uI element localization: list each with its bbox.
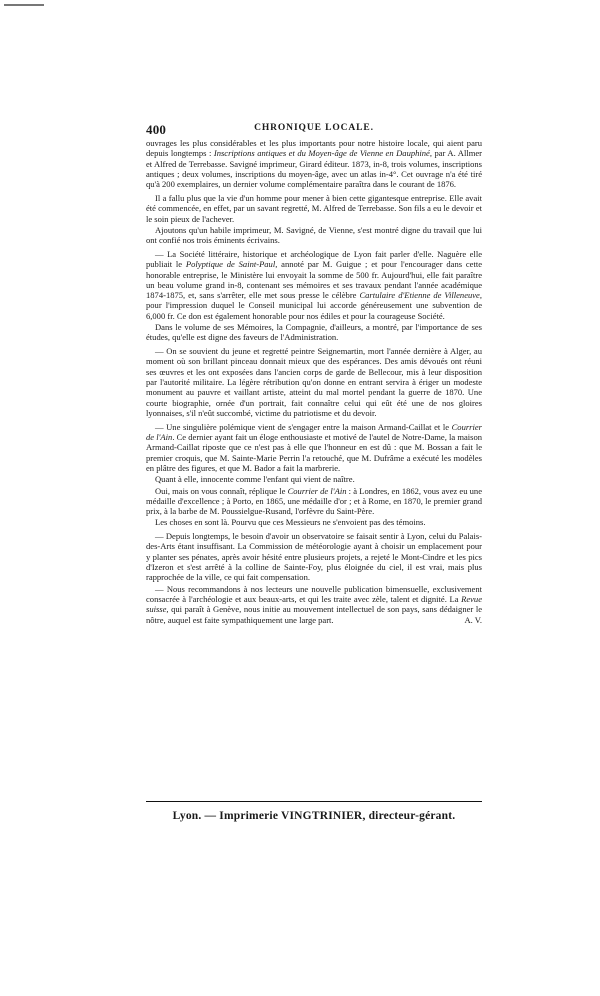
page-header — [146, 122, 482, 136]
paragraph — [146, 138, 482, 189]
paragraph — [146, 422, 482, 473]
page-number: 400 — [146, 122, 167, 137]
paragraph — [146, 249, 482, 321]
text-run: Quant à elle, innocente comme l'enfant qui vient de naître. — [155, 474, 355, 485]
signature: A. V. — [464, 614, 482, 625]
italic-title: Polyptique de Saint-Paul — [185, 259, 276, 270]
printer-imprint: Lyon. — Imprimerie VINGTRINIER, directeur-gérant. — [172, 810, 456, 822]
italic-title: Cartulaire d'Etienne de Villeneuve — [359, 290, 480, 301]
text-run: ouvrages les plus considérables et les plus importants pour notre histoire locale, qui aient paru depuis longtemps : — [146, 138, 482, 159]
paragraph — [146, 346, 482, 418]
text-run: — La Société littéraire, historique et archéologique de Lyon fait parler d'elle. Naguère elle publiait le — [146, 248, 482, 270]
paragraph — [146, 474, 482, 484]
text-run: Dans le volume de ses Mémoires, la Compagnie, d'ailleurs, a montré, par l'importance de ses études, qu'elle est digne des faveurs de l'Administration. — [146, 322, 482, 343]
paragraph — [146, 225, 482, 246]
paragraph — [146, 517, 482, 527]
scan-corner-mark — [4, 4, 44, 6]
paragraph — [146, 584, 482, 625]
text-run: — Depuis longtemps, le besoin d'avoir un observatoire se faisait sentir à Lyon, celui du Palais-des-Arts étant insuffisant. La Commission de météorologie ayant à choisir un emplacement pour y planter ses pénates, après avoir hésité entre plusieurs projets, a rejeté le Mont-Cindre et les pics d'Izeron et s'est arrêté à la colline de Sainte-Foy, plus éloignée du ciel, il est vrai, mais plus rapprochée de la ville, ce qui fait compensation. — [146, 531, 482, 583]
article-body — [146, 138, 482, 625]
text-run: Ajoutons qu'un habile imprimeur, M. Savigné, de Vienne, s'est montré digne du travail que lui ont confié nos trois éminents écrivains. — [146, 224, 482, 246]
paragraph — [146, 193, 482, 224]
paragraph — [146, 531, 482, 582]
paragraph — [146, 486, 482, 517]
text-run: , annoté par M. Guigue ; et pour l'encourager dans cette honorable entreprise, le Ministère lui envoyait la somme de 500 fr. Aujourd'hui, elle fait paraître un beau volume grand in-8, contenant ses mémoires et ses travaux pendant l'année académique 1874-1875, et, sans s'arrêter, elle met sous presse le célèbre — [146, 259, 482, 301]
text-run: — Une singulière polémique vient de s'engager entre la maison Armand-Caillat et le — [155, 421, 452, 432]
text-run: — Nous recommandons à nos lecteurs une nouvelle publication bimensuelle, exclusivement consacrée à l'archéologie et aux beaux-arts, et qui les traite avec zèle, talent et dignité. La — [146, 583, 482, 604]
italic-title: Courrier de l'Ain — [287, 485, 347, 496]
footer-rule — [146, 801, 482, 802]
text-run: : à Londres, en 1862, vous avez eu une médaille d'excellence ; à Porto, en 1865, une médaille d'or ; et à Rome, en 1870, le premier grand prix, à la barbe de M. Poussielgue-Rusand, l'orfèvre du Saint-Père. — [146, 485, 483, 517]
italic-title: Revue suisse — [146, 593, 482, 615]
text-run: Les choses en sont là. Pourvu que ces Messieurs ne s'envoient pas des témoins. — [155, 517, 426, 528]
running-title: CHRONIQUE LOCALE. — [254, 123, 374, 133]
italic-title: Inscriptions antiques et du Moyen-âge de Vienne en Dauphiné — [213, 148, 430, 159]
text-run: , qui paraît à Genève, nous initie au mouvement intellectuel de son pays, sans dédaigner le nôtre, auquel est faite sympathiquement une large part. — [146, 604, 482, 625]
paragraph — [146, 322, 482, 343]
text-run: , par A. Allmer et Alfred de Terrebasse. Savigné imprimeur, Girard éditeur. 1873, in-8, trois volumes, inscriptions antiques ; deux volumes, inscriptions du moyen-âge, avec un atlas in-4°. Cet ouvrage n'a été tiré qu'à 200 exemplaires, un dernier volume complémentaire paraîtra dans le courant de 1876. — [146, 148, 482, 190]
italic-title: Courrier de l'Ain — [146, 421, 482, 443]
text-run: Il a fallu plus que la vie d'un homme pour mener à bien cette gigantesque entreprise. Elle avait été commencée, en effet, par un savant regretté, M. Alfred de Terrebasse. Son fils a eu le devoir et le soin pieux de l'achever. — [146, 192, 482, 224]
text-run: — On se souvient du jeune et regretté peintre Seignemartin, mort l'année dernière à Alger, au moment où son brillant pinceau donnait mieux que des espérances. Des amis dévoués ont réuni ses œuvres et les ont exposées dans l'ancien corps de garde de Bellecour, mis à leur disposition par l'autorité militaire. La légère rétribution qu'on donne en entrant servira à ériger un modeste monument au pauvre et vaillant artiste, atteint du mal mortel pendant la guerre de 1870. Une courte biographie, ornée d'un portrait, fait connaître celui qui eût été une de nos gloires lyonnaises, s'il n'eût succombé, victime du patriotisme et du devoir. — [146, 346, 482, 418]
text-run: , pour l'impression duquel le Conseil municipal lui accorde généreusement une subvention de 6,000 fr. Ce don est également honorable pour nos édiles et pour la courageuse Société. — [146, 290, 482, 321]
text-run: . Ce dernier ayant fait un éloge enthousiaste et motivé de l'autel de Notre-Dame, la maison Armand-Caillat riposte que ce n'est pas à elle que l'honneur en est dû : que M. Bossan a fait le premier croquis, que M. Sainte-Marie Perrin l'a retouché, que M. Dufrâme a exécuté les modèles en plâtre des figures, et que M. Bador a fait la marbrerie. — [146, 432, 483, 473]
text-run: Oui, mais on vous connaît, réplique le — [155, 485, 288, 496]
